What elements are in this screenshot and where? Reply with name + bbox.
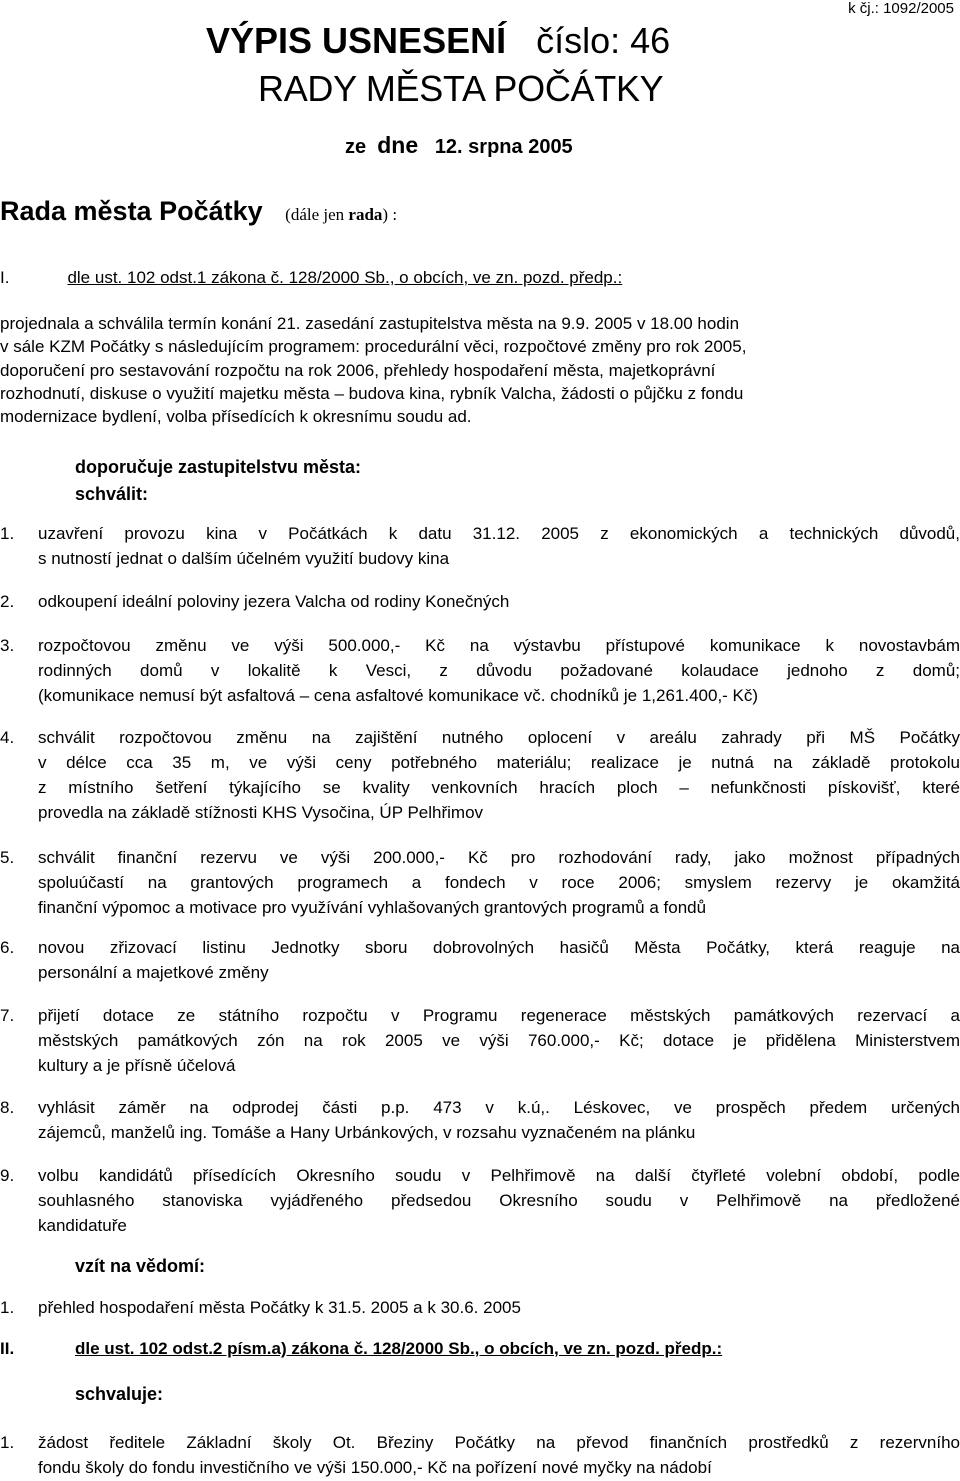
list-item: 9. volbu kandidátů přísedících Okresního soudu v Pelhřimově na další čtyřleté volební období, podle souhlasného stanoviska vyjádřeného předsedou Okresního soudu v Pelhřimově na předložené kandidatuře — [0, 1166, 960, 1235]
document-title — [206, 20, 670, 62]
document-subtitle: RADY MĚSTA POČÁTKY — [258, 68, 664, 109]
title-bold: VÝPIS USNESENÍ — [206, 20, 507, 61]
heading-approves: schvaluje: — [75, 1384, 164, 1404]
heading-note: vzít na vědomí: — [75, 1256, 206, 1276]
list-item: 5. schválit finanční rezervu ve výši 200.000,- Kč pro rozhodování rady, jako možnost případných spoluúčastí na grantových programech a fondech v roce 2006; smyslem rezervy je okamžitá finanční výpomoc a motivace pro využívání vyhlašovaných grantových programů a fondů — [0, 848, 960, 917]
title-number: číslo: 46 — [536, 20, 671, 61]
list-item: 1. žádost ředitele Základní školy Ot. Březiny Počátky na převod finančních prostředků z rezervního fondu školy do fondu investičního ve výši 150.000,- Kč na pořízení nové myčky na nádobí — [0, 1433, 960, 1477]
council-intro: Rada města Počátky (dále jen rada) : — [0, 196, 398, 226]
list-item: 4. schválit rozpočtovou změnu na zajištění nutného oplocení v areálu zahrady při MŠ Počátky v délce cca 35 m, ve výši ceny potřebného materiálu; realizace je nutná na základě protokolu z místního šetření týkajícího se kvality venkovních hracích ploch – nefunkčnosti pískovišť, které provedla na základě stížnosti KHS Vysočina, ÚP Pelhřimov — [0, 728, 960, 822]
meeting-date: ze dne 12. srpna 2005 — [345, 132, 573, 158]
reference-number: k čj.: 1092/2005 — [848, 0, 954, 17]
agenda-paragraph: projednala a schválila termín konání 21. zasedání zastupitelstva města na 9.9. 2005 v 18.00 hodin v sále KZM Počátky s následujícím programem: procedurální věci, rozpočtové změny pro rok 2005, doporučení pro sestavování rozpočtu na rok 2006, přehledy hospodaření města, majetkoprávní rozhodnutí, diskuse o využití majetku města – budova kina, rybník Valcha, žádosti o půjčku z fondu modernizace bydlení, volba přísedících k okresnímu soudu ad. — [0, 314, 747, 427]
list-item: 6. novou zřizovací listinu Jednotky sboru dobrovolných hasičů Města Počátky, která reaguje na personální a majetkové změny — [0, 938, 960, 982]
list-item: 3. rozpočtovou změnu ve výši 500.000,- Kč na výstavbu přístupové komunikace k novostavbám rodinných domů v lokalitě k Vesci, z důvodu požadované kolaudace jednoho z domů; (komunikace nemusí být asfaltová – cena asfaltové komunikace vč. chodníků je 1,261.400,- Kč) — [0, 636, 960, 705]
list-item: 8. vyhlásit záměr na odprodej části p.p. 473 v k.ú,. Léskovec, ve prospěch předem určených zájemců, manželů ing. Tomáše a Hany Urbánkových, v rozsahu vyznačeném na plánku — [0, 1098, 960, 1142]
list-item: 7. přijetí dotace ze státního rozpočtu v Programu regenerace městských památkových rezervací a městských památkových zón na rok 2005 ve výši 760.000,- Kč; dotace je přidělena Ministerstvem kultury a je přísně účelová — [0, 1006, 960, 1075]
section-1-heading: I. dle ust. 102 odst.1 zákona č. 128/2000 Sb., o obcích, ve zn. pozd. předp.: — [0, 268, 623, 287]
list-item: 2. odkoupení ideální poloviny jezera Valcha od rodiny Konečných — [0, 592, 510, 611]
heading-recommend: doporučuje zastupitelstvu města: — [75, 457, 362, 477]
heading-approve: schválit: — [75, 484, 149, 504]
list-item: 1. uzavření provozu kina v Počátkách k datu 31.12. 2005 z ekonomických a technických důvodů, s nutností jednat o dalším účelném využití budovy kina — [0, 524, 960, 568]
council-intro-note: (dále jen rada) : — [285, 205, 398, 224]
list-item: 1. přehled hospodaření města Počátky k 31.5. 2005 a k 30.6. 2005 — [0, 1298, 521, 1317]
